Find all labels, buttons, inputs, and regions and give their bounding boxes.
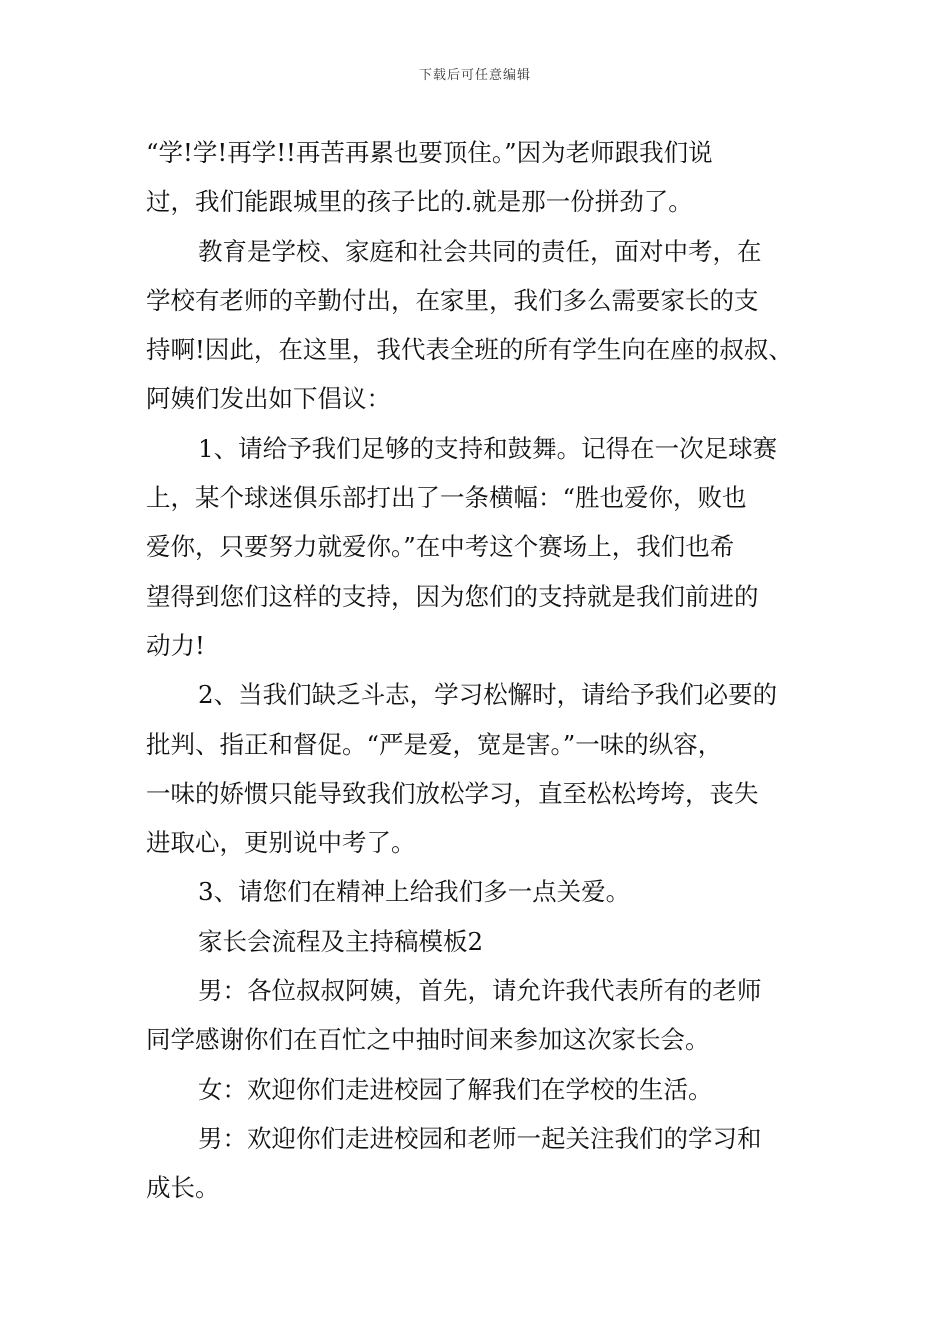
dialogue-line-female: 女：欢迎你们走进校园了解我们在学校的生活。 [198,1074,713,1104]
text-line: 学校有老师的辛勤付出，在家里，我们多么需要家长的支 [146,285,759,315]
text-line: 同学感谢你们在百忙之中抽时间来参加这次家长会。 [146,1025,710,1055]
document-body [146,128,810,1213]
text-line: 持啊!因此，在这里，我代表全班的所有学生向在座的叔叔、 [146,335,793,365]
text-line: 阿姨们发出如下倡议： [146,384,391,414]
text-line: 望得到您们这样的支持，因为您们的支持就是我们前进的 [146,581,759,611]
text-line: 爱你，只要努力就爱你。”在中考这个赛场上，我们也希 [146,532,735,562]
text-line: 动力! [146,630,205,660]
list-item-3-line: 3、请您们在精神上给我们多一点关爱。 [198,877,631,907]
list-item-2-line: 2、当我们缺乏斗志，学习松懈时，请给予我们必要的 [198,680,778,710]
text-line: 过，我们能跟城里的孩子比的.就是那一份拼劲了。 [146,187,693,217]
text-line: 进取心，更别说中考了。 [146,828,416,858]
list-item-1-line: 1、请给予我们足够的支持和鼓舞。记得在一次足球赛 [198,433,778,463]
text-line: 一味的娇惯只能导致我们放松学习，直至松松垮垮，丧失 [146,778,759,808]
paragraph-start-line: 教育是学校、家庭和社会共同的责任，面对中考，在 [198,236,762,266]
text-line: 批判、指正和督促。“严是爱，宽是害。”一味的纵容， [146,729,723,759]
section-title: 家长会流程及主持稿模板2 [198,926,484,956]
text-line: “学!学!再学!!再苦再累也要顶住。”因为老师跟我们说 [146,138,713,167]
dialogue-line-male: 男：欢迎你们走进校园和老师一起关注我们的学习和 [198,1123,762,1153]
text-line: 上，某个球迷俱乐部打出了一条横幅：“胜也爱你，败也 [146,483,747,513]
text-line: 成长。 [146,1173,220,1203]
page-header-note: 下载后可任意编辑 [418,68,531,83]
dialogue-line-male: 男：各位叔叔阿姨，首先，请允许我代表所有的老师 [198,976,762,1006]
